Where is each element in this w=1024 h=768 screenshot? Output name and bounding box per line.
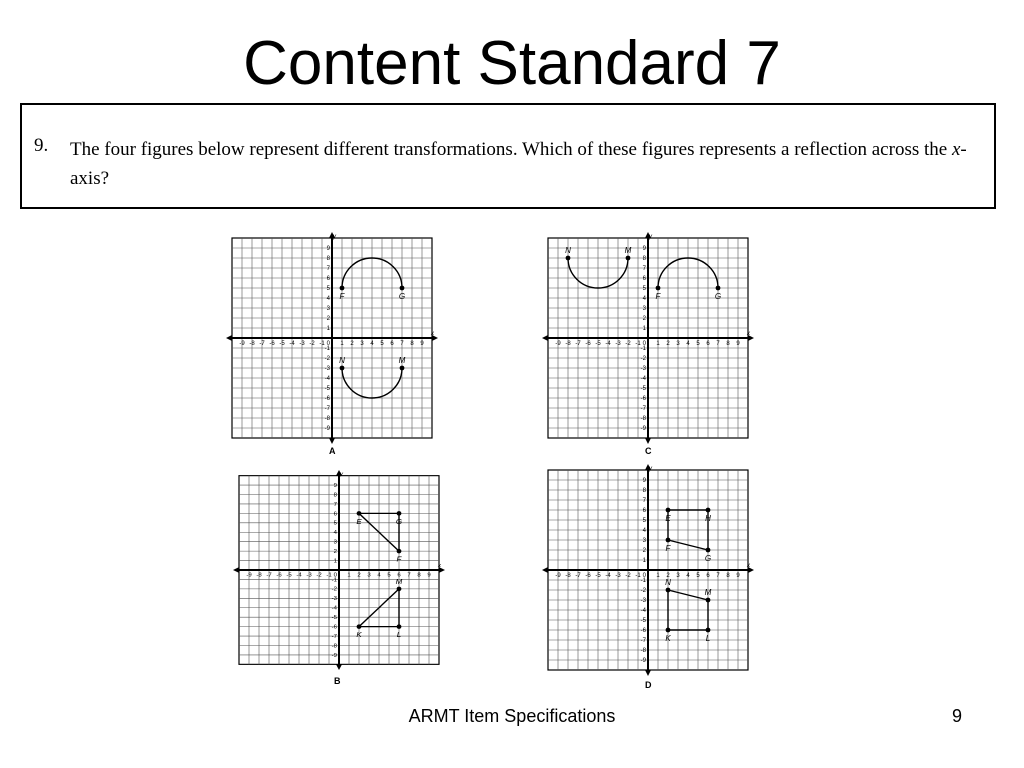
tick-label: 4: [377, 572, 381, 579]
tick-label: -5: [331, 615, 337, 621]
tick-label: 9: [736, 573, 740, 579]
x-axis-label: x: [747, 563, 750, 569]
tick-label: 2: [326, 316, 330, 322]
tick-label: 5: [380, 341, 384, 347]
tick-label: 9: [736, 341, 740, 347]
tick-label: -5: [286, 572, 292, 579]
tick-label: -9: [640, 658, 646, 664]
tick-label: 3: [642, 538, 646, 544]
tick-label: -9: [324, 426, 330, 432]
tick-label: 4: [686, 341, 690, 347]
question-text-part2: -axis?: [70, 139, 967, 189]
figure-letter: B: [334, 676, 341, 686]
point-f: [397, 549, 402, 554]
point-label: N: [565, 246, 571, 255]
point-g: [716, 286, 721, 291]
tick-label: 8: [333, 492, 337, 499]
tick-label: -2: [324, 356, 330, 362]
tick-label: -5: [279, 341, 285, 347]
tick-label: -6: [324, 396, 330, 402]
page-number: 9: [951, 706, 962, 726]
tick-label: -1: [635, 341, 641, 347]
tick-label: -2: [331, 586, 337, 593]
point-label: L: [396, 630, 402, 639]
point-e: [357, 511, 362, 516]
point-g: [397, 511, 402, 516]
tick-label: -2: [625, 341, 631, 347]
point-label: N: [339, 356, 345, 365]
tick-label: -5: [595, 573, 601, 579]
tick-label: -4: [640, 376, 646, 382]
point-m: [400, 366, 405, 371]
point-f: [666, 538, 671, 543]
tick-label: -1: [640, 346, 646, 352]
tick-label: 5: [696, 573, 700, 579]
point-label: E: [356, 516, 362, 526]
tick-label: 6: [390, 341, 394, 347]
tick-label: -2: [625, 573, 631, 579]
tick-label: 1: [333, 558, 337, 565]
tick-label: 2: [642, 316, 646, 322]
point-l: [397, 624, 402, 629]
tick-label: 2: [666, 341, 670, 347]
tick-label: 7: [326, 266, 330, 272]
tick-label: 3: [360, 341, 364, 347]
point-label: F: [339, 292, 345, 301]
tick-label: -6: [331, 624, 337, 631]
tick-label: 8: [726, 341, 730, 347]
figure-c: [542, 232, 754, 462]
point-label: F: [396, 554, 402, 564]
tick-label: 3: [642, 306, 646, 312]
tick-label: -4: [605, 341, 611, 347]
tick-label: -6: [276, 572, 282, 579]
y-axis-label: y: [649, 234, 652, 240]
tick-label: 5: [642, 286, 646, 292]
tick-label: -6: [585, 573, 591, 579]
point-n: [566, 256, 571, 261]
tick-label: 6: [326, 276, 330, 282]
point-label: M: [624, 246, 632, 255]
x-axis-label: x: [431, 331, 434, 337]
tick-label: 4: [642, 296, 646, 302]
tick-label: 3: [367, 572, 371, 579]
tick-label: -9: [555, 341, 561, 347]
point-label: M: [398, 356, 406, 365]
tick-label: -2: [316, 572, 322, 579]
x-axis-arrow: [542, 335, 548, 341]
tick-label: 7: [407, 572, 411, 579]
origin-label: 0: [642, 341, 646, 347]
point-label: M: [704, 588, 712, 597]
graph-a: [226, 232, 438, 444]
tick-label: -4: [605, 573, 611, 579]
point-k: [666, 628, 671, 633]
point-n: [666, 588, 671, 593]
tick-label: -1: [326, 572, 332, 579]
tick-label: -9: [640, 426, 646, 432]
tick-label: -1: [319, 341, 325, 347]
point-f: [656, 286, 661, 291]
tick-label: -1: [331, 577, 337, 584]
figure-letter: A: [329, 446, 336, 456]
tick-label: -9: [331, 652, 337, 659]
tick-label: -3: [615, 573, 621, 579]
tick-label: -9: [555, 573, 561, 579]
tick-label: -1: [635, 573, 641, 579]
point-e: [666, 508, 671, 513]
point-n: [340, 366, 345, 371]
x-axis-arrow: [233, 567, 239, 573]
tick-label: 5: [642, 518, 646, 524]
tick-label: -2: [640, 588, 646, 594]
x-axis-label: x: [747, 331, 750, 337]
tick-label: 9: [642, 246, 646, 252]
tick-label: -5: [640, 386, 646, 392]
tick-label: -3: [640, 598, 646, 604]
tick-label: 6: [706, 573, 710, 579]
tick-label: 9: [326, 246, 330, 252]
tick-label: 1: [642, 326, 646, 332]
tick-label: -8: [565, 573, 571, 579]
tick-label: -1: [324, 346, 330, 352]
tick-label: -7: [324, 406, 330, 412]
tick-label: 9: [333, 483, 337, 489]
footer-text: ARMT Item Specifications: [408, 706, 616, 726]
tick-label: 2: [333, 549, 337, 555]
y-axis-arrow: [329, 438, 335, 444]
tick-label: -7: [575, 341, 581, 347]
tick-label: -5: [595, 341, 601, 347]
question-box: [20, 103, 996, 209]
tick-label: -6: [640, 396, 646, 402]
tick-label: 7: [400, 341, 404, 347]
point-label: M: [395, 577, 403, 587]
tick-label: 3: [333, 539, 337, 546]
tick-label: 4: [326, 296, 330, 302]
tick-label: -4: [331, 605, 337, 612]
point-label: L: [705, 634, 711, 643]
tick-label: 1: [326, 326, 330, 332]
tick-label: -9: [239, 341, 245, 347]
tick-label: -7: [259, 341, 265, 347]
tick-label: 9: [420, 341, 424, 347]
question-number: 9.: [34, 135, 49, 156]
y-axis-label: y: [340, 471, 344, 478]
figure-d: [542, 464, 754, 694]
tick-label: -6: [640, 628, 646, 634]
tick-label: -5: [324, 386, 330, 392]
point-g: [706, 548, 711, 553]
x-axis-label: x: [438, 563, 442, 570]
tick-label: 6: [706, 341, 710, 347]
figure-letter: C: [645, 446, 652, 456]
graph-b: [233, 470, 445, 670]
y-axis-arrow: [336, 664, 342, 670]
tick-label: 6: [333, 511, 337, 518]
tick-label: 7: [716, 573, 720, 579]
tick-label: 4: [686, 573, 690, 579]
tick-label: 7: [642, 498, 646, 504]
point-m: [706, 598, 711, 603]
point-label: K: [356, 630, 362, 639]
tick-label: -3: [324, 366, 330, 372]
tick-label: -4: [324, 376, 330, 382]
tick-label: -6: [269, 341, 275, 347]
tick-label: -3: [615, 341, 621, 347]
tick-label: 7: [333, 501, 337, 508]
tick-label: 8: [642, 256, 646, 262]
tick-label: 5: [696, 341, 700, 347]
tick-label: 6: [397, 572, 401, 579]
tick-label: -7: [640, 638, 646, 644]
point-m: [397, 587, 402, 592]
point-label: N: [665, 578, 671, 587]
y-axis-arrow: [645, 670, 651, 676]
tick-label: 4: [642, 528, 646, 534]
tick-label: 7: [716, 341, 720, 347]
tick-label: 1: [642, 558, 646, 564]
tick-label: 9: [642, 478, 646, 484]
tick-label: -5: [640, 618, 646, 624]
tick-label: -9: [246, 572, 252, 579]
tick-label: -8: [331, 643, 337, 650]
point-label: G: [398, 292, 406, 301]
tick-label: 3: [676, 341, 680, 347]
tick-label: 4: [370, 341, 374, 347]
tick-label: 8: [726, 573, 730, 579]
tick-label: 1: [656, 573, 660, 579]
tick-label: 2: [350, 341, 354, 347]
tick-label: -6: [585, 341, 591, 347]
origin-label: 0: [333, 572, 337, 579]
tick-label: 3: [676, 573, 680, 579]
tick-label: 1: [656, 341, 660, 347]
point-label: F: [665, 544, 671, 553]
tick-label: -8: [640, 648, 646, 654]
point-m: [626, 256, 631, 261]
tick-label: 6: [642, 508, 646, 514]
tick-label: -3: [299, 341, 305, 347]
tick-label: -4: [289, 341, 295, 347]
tick-label: -2: [309, 341, 315, 347]
x-axis-arrow: [226, 335, 232, 341]
tick-label: -1: [640, 578, 646, 584]
tick-label: -8: [565, 341, 571, 347]
tick-label: -8: [249, 341, 255, 347]
origin-label: 0: [642, 573, 646, 579]
point-h: [706, 508, 711, 513]
tick-label: 1: [347, 572, 351, 579]
y-axis-label: y: [649, 466, 652, 472]
tick-label: 2: [666, 573, 670, 579]
tick-label: 7: [642, 266, 646, 272]
question-text-part1: The four figures below represent different transformations. Which of these figures represents a reflection across the: [70, 139, 952, 160]
tick-label: -4: [640, 608, 646, 614]
tick-label: 3: [326, 306, 330, 312]
question-text: [70, 135, 990, 193]
point-label: E: [665, 514, 671, 523]
y-axis-arrow: [645, 438, 651, 444]
tick-label: -7: [575, 573, 581, 579]
tick-label: -7: [640, 406, 646, 412]
graph-d: [542, 464, 754, 676]
point-g: [400, 286, 405, 291]
tick-label: -4: [296, 572, 302, 579]
tick-label: 2: [357, 572, 361, 579]
point-label: K: [665, 634, 671, 643]
point-label: G: [395, 516, 403, 526]
tick-label: 2: [642, 548, 646, 554]
point-label: G: [704, 554, 712, 563]
tick-label: -8: [256, 572, 262, 579]
point-k: [357, 624, 362, 629]
tick-label: 1: [340, 341, 344, 347]
tick-label: 4: [333, 530, 337, 537]
tick-label: 8: [326, 256, 330, 262]
tick-label: -8: [640, 416, 646, 422]
tick-label: -7: [331, 634, 337, 640]
tick-label: 6: [642, 276, 646, 282]
x-axis-arrow: [542, 567, 548, 573]
tick-label: 8: [642, 488, 646, 494]
tick-label: 5: [326, 286, 330, 292]
point-f: [340, 286, 345, 291]
question-text-variable: x: [951, 139, 961, 160]
tick-label: 8: [417, 572, 421, 579]
tick-label: -7: [266, 572, 272, 579]
figure-a: [226, 232, 438, 462]
tick-label: 9: [427, 572, 431, 579]
y-axis-label: y: [333, 234, 336, 240]
graph-c: [542, 232, 754, 444]
slide-title: Content Standard 7: [243, 29, 781, 98]
tick-label: 8: [410, 341, 414, 347]
origin-label: 0: [326, 341, 330, 347]
tick-label: -8: [324, 416, 330, 422]
tick-label: 5: [333, 520, 337, 527]
tick-label: -3: [306, 572, 312, 579]
tick-label: -3: [640, 366, 646, 372]
point-label: F: [655, 292, 661, 301]
point-label: H: [705, 514, 711, 523]
point-label: G: [714, 292, 722, 301]
figure-letter: D: [645, 680, 652, 690]
tick-label: 5: [387, 572, 391, 579]
point-l: [706, 628, 711, 633]
tick-label: -3: [331, 596, 337, 603]
figure-b: [233, 470, 445, 692]
tick-label: -2: [640, 356, 646, 362]
